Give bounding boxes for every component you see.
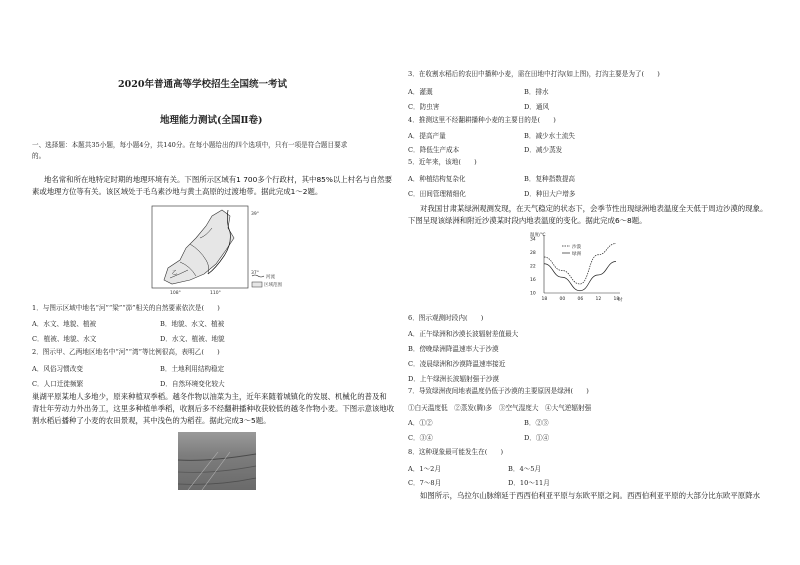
passage4-line1: 如图所示，乌拉尔山脉绵延于西西伯利亚平原与东欧平原之间。西西伯利亚平原的大部分比东欧平原降水 — [420, 491, 760, 500]
q5-option-d: D．种田大户增多 — [524, 190, 576, 198]
q5-option-b: B．复种指数提高 — [524, 175, 576, 183]
field-photo-furrows — [178, 432, 256, 490]
legend-oasis-label: 绿洲 — [572, 252, 581, 257]
y-tick-label: 28 — [530, 251, 536, 256]
q2-option-d: D．自然环境变化较大 — [160, 380, 225, 388]
q3-option-b: B．排水 — [524, 88, 549, 96]
field-photo — [178, 432, 256, 490]
exam-subtitle: 地理能力测试(全国Ⅱ卷) — [160, 115, 263, 126]
q8-option-b: B．4～5月 — [508, 465, 542, 473]
legend-region-label: 区域范围 — [264, 283, 282, 288]
q8-option-c: C．7～8月 — [408, 479, 442, 487]
q3-option-d: D．通风 — [524, 103, 550, 111]
x-tick-label: 00 — [559, 297, 566, 302]
q3-stem: 3．在收割水稻后的农田中播种小麦，需在田地中打沟(如上图)，打沟主要是为了( ) — [408, 70, 660, 78]
passage3-line2: 下图呈现该绿洲和附近沙漠某时段内地表温度的变化。据此完成6～8题。 — [408, 216, 647, 225]
section-instruction: 一、选择题：本题共35小题，每小题4分，共140分。在每小题给出的四个选项中，只有一项是符合题目要求 — [32, 141, 348, 149]
passage1-line1: 地名常和所在地特定时期的地理环境有关。下图所示区域有1 700多个行政村，其中85%以上村名与自然要 — [44, 175, 392, 184]
q1-option-c: C．植被、地貌、水文 — [32, 335, 97, 343]
q6-stem: 6．图示观测时段内( ) — [408, 314, 484, 322]
q1-option-a: A．水文、地貌、植被 — [32, 320, 97, 328]
x-tick-label: 18 — [541, 297, 548, 302]
q5-stem: 5．近年来，该地( ) — [408, 158, 477, 166]
y-tick-label: 10 — [530, 291, 536, 297]
q7-option-a: A．①② — [408, 419, 433, 427]
q7-items: ①白天温度低 ②蒸发(腾)多 ③空气湿度大 ④大气逆辐射强 — [408, 404, 592, 412]
q8-option-d: D．10～11月 — [508, 479, 550, 487]
q5-option-c: C．田间管理精细化 — [408, 190, 466, 198]
x-tick-label: 18 — [613, 297, 620, 302]
region-map — [150, 204, 280, 296]
q3-option-a: A．灌溉 — [408, 88, 433, 96]
y-tick-label: 34 — [530, 237, 536, 243]
section-instruction-end: 的。 — [32, 152, 46, 160]
q7-option-b: B．②③ — [524, 419, 549, 427]
q7-option-c: C．③④ — [408, 434, 433, 442]
passage3-line1: 对我国甘肃某绿洲观测发现，在天气稳定的状态下，会季节性出现绿洲地表温度全天低于周边沙漠的现象。 — [420, 204, 768, 213]
lon-right-label: 110° — [210, 291, 221, 296]
q8-stem: 8．这种现象最可能发生在( ) — [408, 448, 504, 456]
q6-option-d: D．上午绿洲长波辐射强于沙漠 — [408, 375, 500, 383]
lon-left-label: 108° — [170, 291, 181, 296]
q6-option-b: B．傍晚绿洲降温速率大于沙漠 — [408, 345, 499, 353]
lat-bottom-label: 37° — [251, 271, 259, 276]
q7-stem: 7．导致绿洲夜间地表温度仍低于沙漠的主要原因是绿洲( ) — [408, 387, 589, 395]
legend-river-label: 河流 — [266, 275, 275, 280]
q1-stem: 1．与图示区域中地名“河”“梁”“峁”相关的自然要素依次是( ) — [32, 304, 220, 312]
q2-option-b: B．土地利用结构稳定 — [160, 365, 225, 373]
q4-option-d: D．减少蒸发 — [524, 146, 563, 154]
temperature-chart — [522, 229, 626, 305]
passage2-line1: 巢湖平原某地人多地少，原来种植双季稻。越冬作物以油菜为主，近年来随着城镇化的发展、机械化的普及和 — [32, 392, 387, 401]
map-label-yi: 乙 — [172, 270, 178, 276]
y-tick-label: 22 — [530, 264, 536, 270]
exam-title: 2020年普通高等学校招生全国统一考试 — [118, 79, 287, 90]
series-line-oasis — [544, 262, 616, 291]
q5-option-a: A．种植结构复杂化 — [408, 175, 466, 183]
x-tick-label: 12 — [595, 297, 602, 302]
passage2-line3: 割水稻后播种了小麦的农田景观，其中浅色的为稻茬。据此完成3～5题。 — [32, 416, 271, 425]
x-axis-label: 时 — [618, 298, 623, 303]
legend-desert-label: 沙漠 — [572, 245, 581, 250]
passage2-line2: 青壮年劳动力外出务工，这里多种植单季稻，收割后多不经翻耕播种收获较低的越冬作物小麦。下图示意该地收 — [32, 404, 395, 413]
y-axis-label: 温度/℃ — [530, 233, 546, 238]
q3-option-c: C．防虫害 — [408, 103, 440, 111]
q1-option-d: D．水文、植被、地貌 — [160, 335, 225, 343]
y-tick-label: 16 — [530, 278, 536, 283]
q1-option-b: B．地貌、水文、植被 — [160, 320, 225, 328]
legend-region-symbol — [252, 282, 262, 287]
x-tick-label: 06 — [577, 297, 584, 302]
q4-option-a: A．提高产量 — [408, 132, 446, 140]
passage1-line2: 素或地理方位等有关。该区域处于毛乌素沙地与黄土高原的过渡地带。据此完成1～2题。 — [32, 187, 323, 196]
q8-option-a: A．1～2月 — [408, 465, 441, 473]
q2-stem: 2．图示甲、乙两地区地名中“河”“湾”等比例很高，表明乙( ) — [32, 348, 220, 356]
q7-option-d: D．①④ — [524, 434, 550, 442]
q4-stem: 4．推测这里不经翻耕播种小麦的主要目的是( ) — [408, 116, 556, 124]
q2-option-a: A．风俗习惯改变 — [32, 365, 83, 373]
lat-top-label: 39° — [251, 212, 259, 217]
q6-option-c: C．凌晨绿洲和沙漠降温速率接近 — [408, 360, 506, 368]
q6-option-a: A．正午绿洲和沙漠长波辐射差值最大 — [408, 330, 519, 338]
q2-option-c: C．人口迁徙频繁 — [32, 380, 84, 388]
q4-option-c: C．降低生产成本 — [408, 146, 460, 154]
q4-option-b: B．减少水土流失 — [524, 132, 576, 140]
